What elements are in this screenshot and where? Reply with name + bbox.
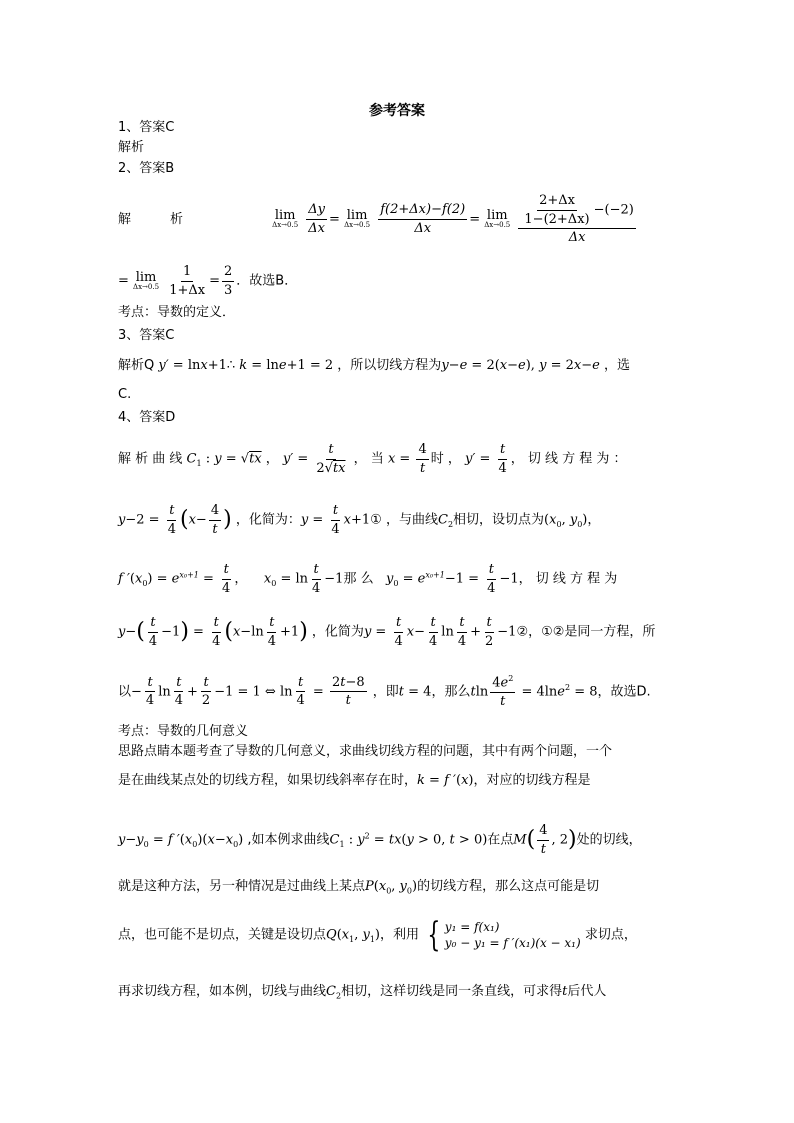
q2-answer: 2、答案B (118, 161, 175, 176)
q1-answer: 1、答案C (118, 120, 175, 135)
q4-line1: 解 析 曲 线 $C_1$ : y = √tx ， y′ = $\frac{t}{2√tx}$ ， 当 x = $\frac{4}{t}$ 时 ， y′ = $\frac{t}{4}$ ， 切 线 方 程 为 ： (118, 442, 627, 476)
q4-think2: 是在曲线某点处的切线方程，如果切线斜率存在时，k = f ′(x)，对应的切线方程是 (118, 773, 591, 788)
q4-point: 考点：导数的几何意义 (118, 724, 249, 739)
q4-think4: 就是这种方法，另一种情况是过曲线上某点$P(x_0$, $y_0$)的切线方程，那么这点可能是切 (118, 879, 600, 896)
q2-conclusion: ．故选B． (236, 273, 298, 289)
q2-formula-line: 解 析 lim Δx→0.5 $\frac{\Delta y}{\Delta x}$ = lim Δx→0.5 $\frac{f(2+\Delta x)-f(2)}{\Delta x}$ = lim Δx→0.5 $\frac{2+\Delta x}{1-(2+\Delta x)}$ −(−2) Δx (118, 193, 634, 246)
q4-think1: 思路点睛本题考查了导数的几何意义，求曲线切线方程的问题，其中有两个问题，一个 (118, 744, 613, 759)
q4-answer: 4、答案D (118, 410, 176, 425)
q3-analysis-line: 解析Q y′ = lnx+1∴ k = lne+1 = 2 ，所以切线方程为y−e = 2(x−e), y = 2x−e ，选 (118, 358, 630, 373)
limit: lim Δx→0.5 (272, 208, 299, 230)
q2-analysis-label: 解 析 (118, 211, 184, 227)
q4-line2: y−2 = $\frac{t}{4}$ (x− $\frac{4}{t}$ ) ，化简为：y = $\frac{t}{4}$ x+1① ，与曲线$C_2$相切，设切点为($x_0$, $y_0$)， (118, 503, 601, 537)
q1-analysis: 解析 (118, 140, 145, 155)
q3-answer: 3、答案C (118, 328, 175, 343)
q4-think6: 再求切线方程，如本例，切线与曲线$C_2$相切，这样切线是同一条直线，可求得t后代人 (118, 984, 607, 1001)
q4-line4: y−( $\frac{t}{4}$ −1) = $\frac{t}{4}$ (x−ln $\frac{t}{4}$ +1) ，化简为y = $\frac{t}{4}$ x− $\frac{t}{4}$ ln $\frac{t}{4}$ + $\frac{t}{2}$ −1②，①②是同一方程，所 (118, 615, 656, 649)
q2-conclusion-line: = lim Δx→0.5 $\frac{1}{1+\Delta x}$ = $\frac{2}{3}$ ．故选B． (118, 264, 298, 298)
q4-line3: f $'(x_0) = e^{x_0+1}$ = $\frac{t}{4}$ ， $x_0 = \ln$ $\frac{t}{4}$ −1那 么 $y_0 = e^{x_0+1}-1$ = $\frac{t}{4}$ −1， 切 线 方 程 为 (118, 562, 618, 596)
q3-tail: C. (118, 387, 132, 402)
page-title: 参考答案 (369, 103, 425, 119)
equation-system: { y₁ = f(x₁) y₀ − y₁ = f ′(x₁)(x − x₁) (427, 915, 581, 955)
q4-think5: 点，也可能不是切点，关键是设切点$Q(x_1$, $y_1$)，利用 { y₁ = f(x₁) y₀ − y₁ = f ′(x₁)(x − x₁) 求切点， (118, 915, 637, 955)
q4-think3: $y-y_0 = f$ $'(x_0)(x-x_0)$ ,如本例求曲线$C_1$ : $y^2 = tx(y > 0$, t > 0)在点M( $\frac{4}{t}$ , 2)处的切线， (118, 823, 642, 857)
q2-point: 考点：导数的定义． (118, 305, 236, 320)
q4-line5: 以− $\frac{t}{4}$ ln $\frac{t}{4}$ + $\frac{t}{2}$ −1 = 1 ⇔ ln $\frac{t}{4}$ = $\frac{2t-8}{t}$ ，即t = 4，那么tln $\frac{4e^2}{t}$ = 4lne$^2$ = 8，故选D. (118, 674, 651, 709)
